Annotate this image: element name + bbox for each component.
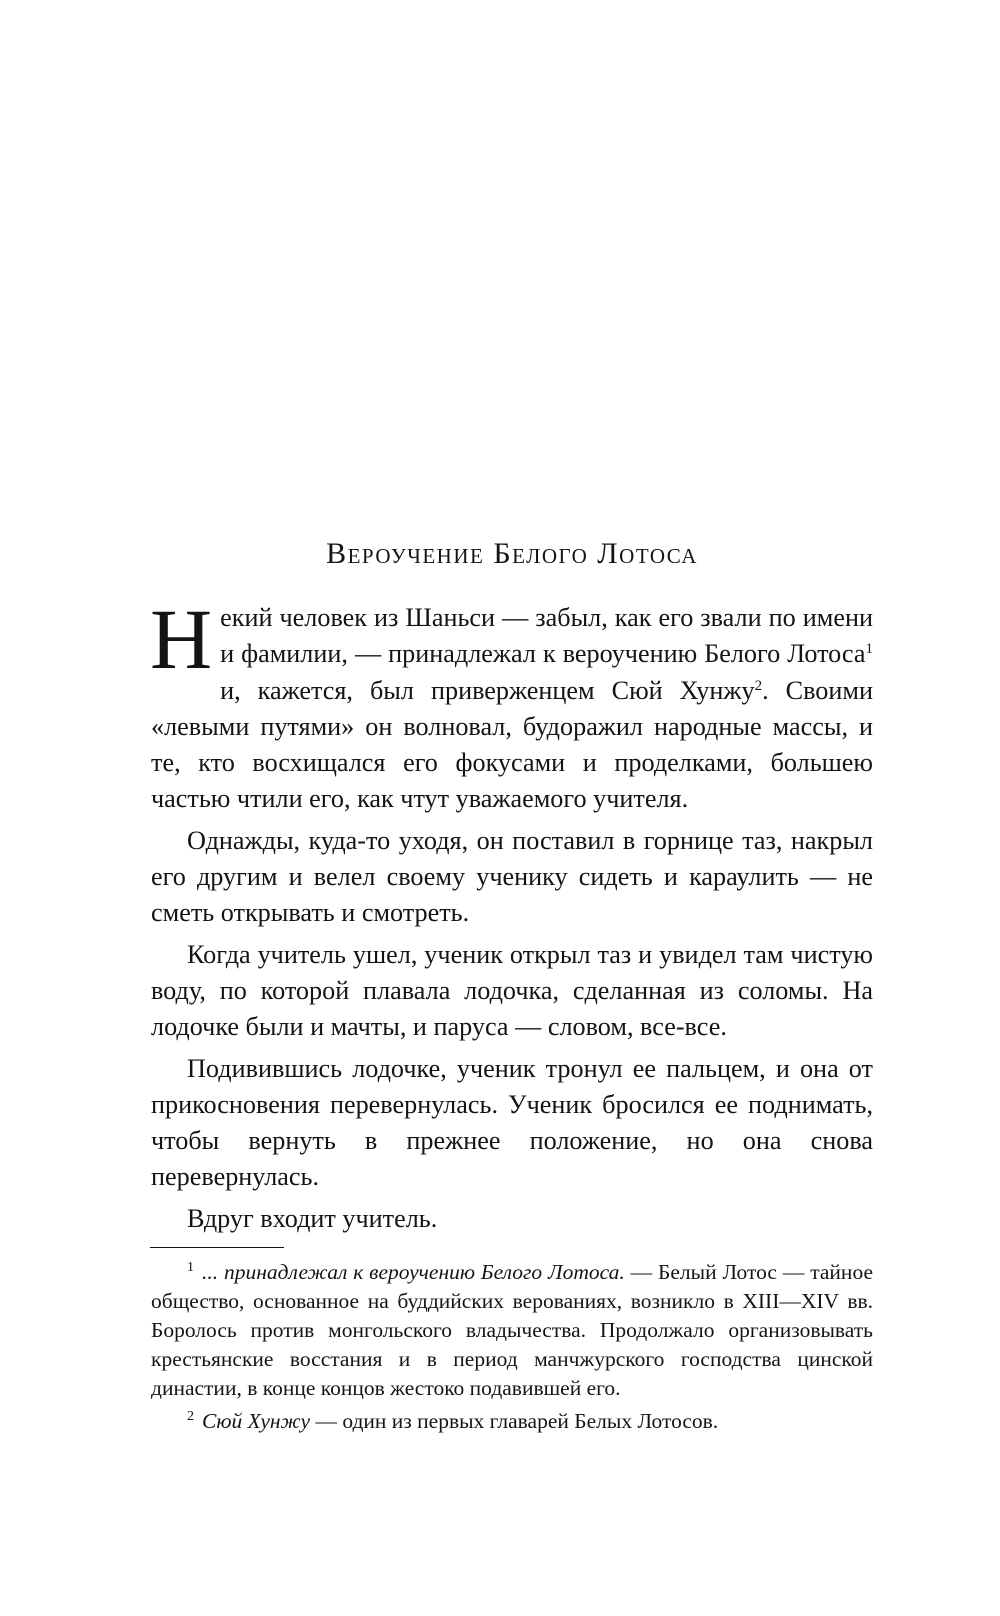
footnote-separator [150, 1247, 284, 1248]
footnote-2-quote: Сюй Хунжу [202, 1409, 311, 1433]
drop-cap: Н [150, 591, 213, 687]
chapter-title: Вероучение Белого Лотоса [326, 537, 698, 570]
paragraph-1-text-b: и, кажется, был приверженцем Сюй Хунжу [220, 675, 755, 705]
footnote-2-text: — один из первых главарей Белых Лотосов. [310, 1409, 719, 1433]
paragraph-1-text-c: . Своими «левыми путями» он волновал, будоражил народные массы, и те, кто восхищался его фокусами и проделками, большею частью чтили его, как чтут уважаемого учителя. [151, 675, 873, 814]
footnotes [151, 1258, 873, 1440]
paragraph-3: Когда учитель ушел, ученик открыл таз и увидел там чистую воду, по которой плавала лодочка, сделанная из соломы. На лодочке были и мачты, и паруса — словом, все-все. [151, 939, 873, 1042]
footnote-2-number: 2 [187, 1409, 194, 1424]
footnote-ref-1: 1 [865, 641, 873, 658]
footnote-1 [151, 1258, 873, 1403]
footnote-ref-2: 2 [754, 677, 763, 694]
footnote-1-number: 1 [187, 1260, 194, 1275]
paragraph-4: Подивившись лодочке, ученик тронул ее пальцем, и она от прикосновения перевернулась. Ученик бросился ее поднимать, чтобы вернуть в прежнее положение, но она снова перевернулась. [151, 1053, 873, 1192]
paragraph-2: Однажды, куда-то уходя, он поставил в горнице таз, накрыл его другим и велел своему ученику сидеть и караулить — не сметь открывать и смотреть. [151, 825, 873, 928]
footnote-1-text: — Белый Лотос — тайное общество, основанное на буддийских верованиях, возникло в XIII—XIV вв. Боролось против монгольского владычества. Продолжало организовывать крестьянские восстания и в период манчжурского господства цинской династии, в конце концов жестоко подавившей его. [151, 1260, 873, 1400]
chapter-body [150, 591, 873, 1242]
paragraph-1-text-a: екий человек из Шаньси — забыл, как его звали по имени и фамилии, — принадлежал к вероучению Белого Лотоса [220, 603, 873, 669]
paragraph-1 [150, 591, 873, 818]
footnote-1-quote: ... принадлежал к вероучению Белого Лотоса. [202, 1260, 625, 1284]
footnote-2 [151, 1407, 873, 1436]
paragraph-5: Вдруг входит учитель. [187, 1203, 438, 1233]
